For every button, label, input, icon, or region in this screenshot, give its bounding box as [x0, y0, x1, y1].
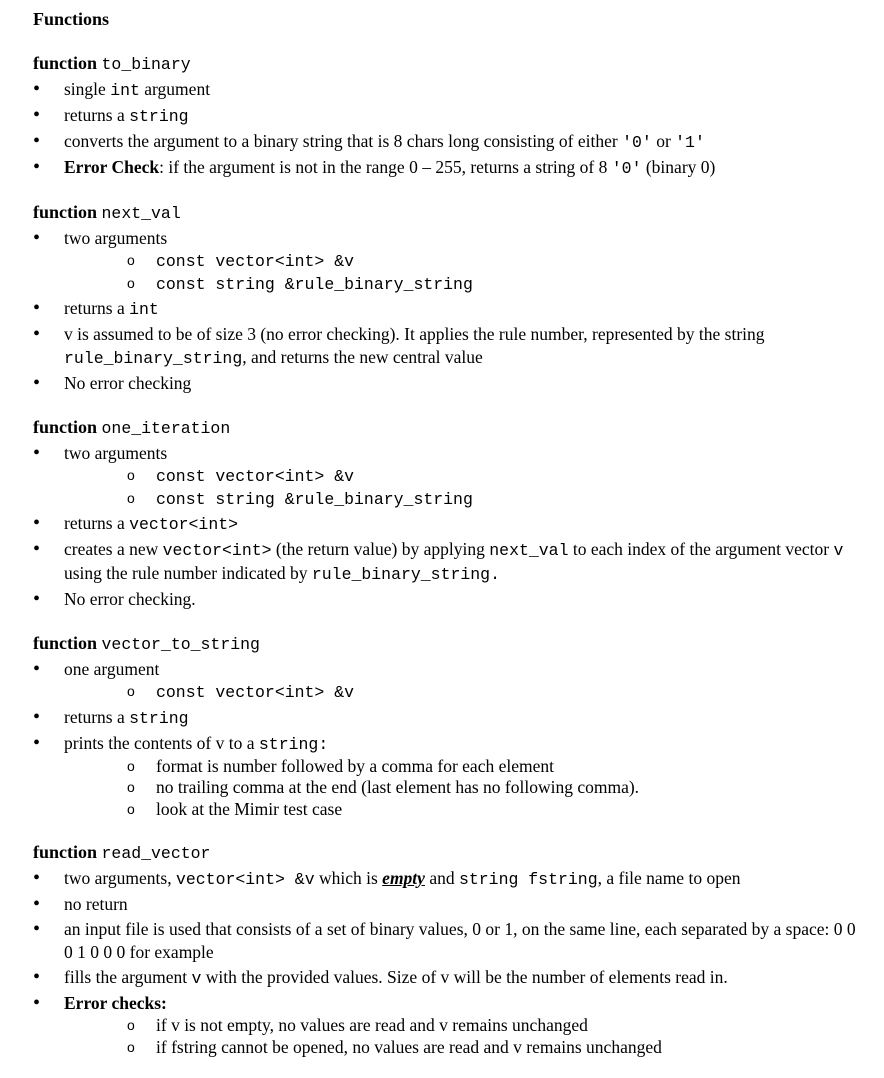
sub-item: o format is number followed by a comma for each element [64, 756, 863, 778]
function-name: read_vector [101, 844, 211, 863]
sub-item: o const vector<int> &v [64, 250, 863, 273]
document-page [33, 8, 863, 1078]
function-name: to_binary [101, 55, 191, 74]
bullet-item: • two arguments o const vector<int> &v o const string &rule_binary_string [33, 442, 863, 510]
bullet-item: • single int argument [33, 78, 863, 102]
function-heading: function next_val [33, 202, 181, 223]
function-heading: function vector_to_string [33, 633, 260, 654]
bullet-item: • No error checking. [33, 588, 863, 611]
bullet-item: • fills the argument v with the provided values. Size of v will be the number of elements read in. [33, 966, 863, 990]
sub-item: o look at the Mimir test case [64, 799, 863, 821]
sub-item: o const string &rule_binary_string [64, 273, 863, 296]
function-name: next_val [101, 204, 181, 223]
page-title: Functions [33, 9, 110, 29]
bullet-item: • returns a string [33, 104, 863, 128]
bullet-item: • Error Check: if the argument is not in the range 0 – 255, returns a string of 8 '0' (binary 0) [33, 156, 863, 180]
bullet-item: • two arguments o const vector<int> &v o const string &rule_binary_string [33, 227, 863, 295]
bullet-item: • creates a new vector<int> (the return value) by applying next_val to each index of the argument vector v using the rule number indicated by rule_binary_string. [33, 538, 863, 586]
bullet-item: • Error checks: o if v is not empty, no values are read and v remains unchanged o if fstring cannot be opened, no values are read and v remains unchanged [33, 992, 863, 1058]
sub-item: o if fstring cannot be opened, no values are read and v remains unchanged [64, 1037, 863, 1059]
bullet-item: • No error checking [33, 372, 863, 395]
function-name: vector_to_string [101, 635, 260, 654]
section-next-val [33, 200, 863, 395]
function-heading: function to_binary [33, 53, 191, 74]
bullet-item: • returns a int [33, 297, 863, 321]
bullet-item: • v is assumed to be of size 3 (no error checking). It applies the rule number, represented by the string rule_binary_string, and returns the new central value [33, 323, 863, 370]
section-vector-to-string [33, 631, 863, 820]
bullet-item: • returns a vector<int> [33, 512, 863, 536]
function-name: one_iteration [101, 419, 231, 438]
function-heading: function one_iteration [33, 417, 231, 438]
sub-item: o const vector<int> &v [64, 465, 863, 488]
bullet-item: • returns a string [33, 706, 863, 730]
sub-item: o const string &rule_binary_string [64, 488, 863, 511]
sub-item: o no trailing comma at the end (last element has no following comma). [64, 777, 863, 799]
bullet-item: • an input file is used that consists of a set of binary values, 0 or 1, on the same line, each separated by a space: 0 0 0 1 0 0 0 for example [33, 918, 863, 964]
bullet-item: • two arguments, vector<int> &v which is empty and string fstring, a file name to open [33, 867, 863, 891]
sub-item: o const vector<int> &v [64, 681, 863, 704]
function-heading: function read_vector [33, 842, 211, 863]
section-to-binary [33, 51, 863, 180]
bullet-item: • prints the contents of v to a string: o format is number followed by a comma for each element o no trailing comma at the end (last element has no following comma). o look at the Mimir test case [33, 732, 863, 821]
bullet-item: • converts the argument to a binary string that is 8 chars long consisting of either '0' or '1' [33, 130, 863, 154]
bullet-item: • no return [33, 893, 863, 916]
section-one-iteration [33, 415, 863, 611]
sub-item: o if v is not empty, no values are read and v remains unchanged [64, 1015, 863, 1037]
bullet-item: • one argument o const vector<int> &v [33, 658, 863, 704]
section-read-vector [33, 840, 863, 1058]
